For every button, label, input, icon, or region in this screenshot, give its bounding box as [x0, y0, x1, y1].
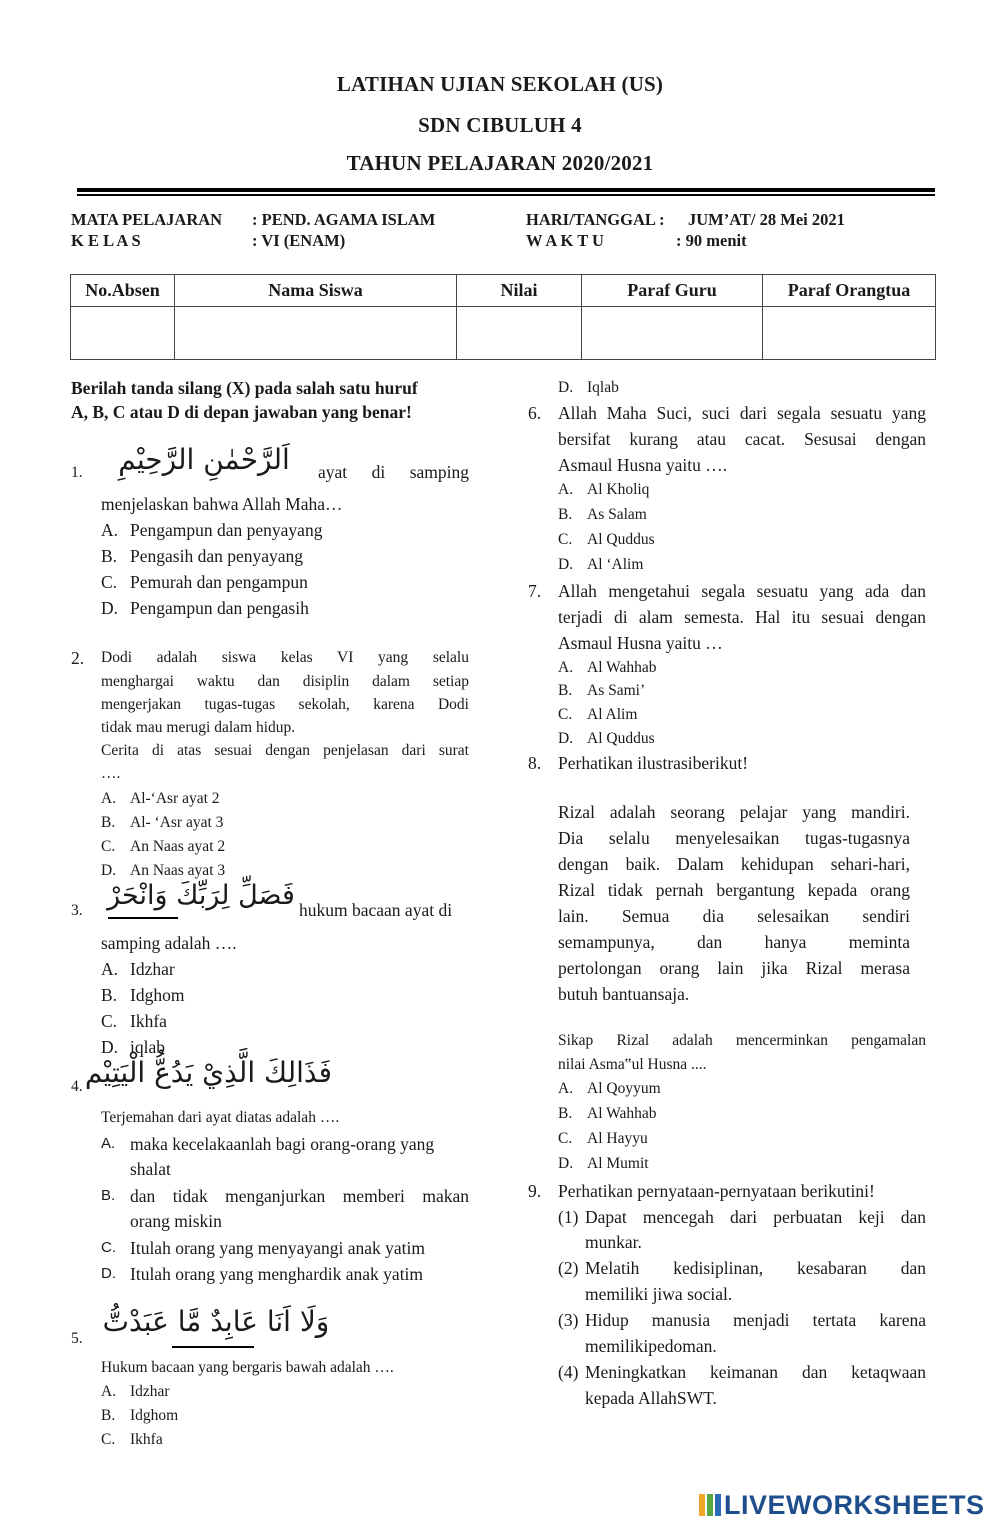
q1-option-b-letter[interactable]: B.	[101, 546, 118, 566]
q8-question-line: nilai Asma‟ul Husna ....	[558, 1056, 707, 1073]
subject-value: : PEND. AGAMA ISLAM	[252, 210, 436, 229]
q5-arabic-verse: وَلَا اَنَا عَابِدٌ مَّا عَبَدْتُّ	[102, 1305, 330, 1338]
school-year: TAHUN PELAJARAN 2020/2021	[346, 151, 654, 175]
q8-story-line: pertolongan orang lain jika Rizal merasa	[558, 958, 910, 978]
cell-paraf-orangtua[interactable]	[763, 307, 936, 360]
q7-option-c[interactable]: Al Alim	[587, 706, 638, 723]
q2-option-b-letter[interactable]: B.	[101, 814, 116, 831]
q2-text-line: ….	[101, 765, 121, 782]
q9-item-1-cont: munkar.	[585, 1232, 642, 1252]
cell-nama-siswa[interactable]	[175, 307, 457, 360]
q5-option-a[interactable]: Idzhar	[130, 1383, 170, 1400]
q2-option-c-letter[interactable]: C.	[101, 838, 116, 855]
q9-number: 9.	[528, 1181, 542, 1201]
q1-option-a-letter[interactable]: A.	[101, 520, 119, 540]
time-label: W A K T U	[526, 231, 604, 250]
q7-option-a[interactable]: Al Wahhab	[587, 659, 657, 676]
q2-text-line: Cerita di atas sesuai dengan penjelasan dari surat	[101, 742, 469, 759]
q8-option-a[interactable]: Al Qoyyum	[587, 1080, 661, 1097]
q6-option-c[interactable]: Al Quddus	[587, 531, 655, 548]
q6-option-b-letter[interactable]: B.	[558, 506, 573, 523]
class-value: : VI (ENAM)	[252, 231, 346, 250]
q8-story-line: lain. Semua dia selesaikan sendiri	[558, 906, 910, 926]
q6-text-line: Asmaul Husna yaitu ….	[558, 455, 728, 475]
q2-option-d[interactable]: An Naas ayat 3	[130, 862, 226, 879]
q7-text-line: terjadi di alam semesta. Hal itu sesuai dengan	[558, 607, 926, 627]
q8-option-b-letter[interactable]: B.	[558, 1105, 573, 1122]
cell-nilai[interactable]	[457, 307, 582, 360]
q5-number: 5.	[71, 1330, 83, 1347]
q9-item-3-number: (3)	[558, 1310, 579, 1330]
school-name: SDN CIBULUH 4	[418, 113, 582, 137]
q3-text-tail: hukum bacaan ayat di	[299, 900, 453, 920]
q4-option-d-letter[interactable]: D.	[101, 1265, 116, 1282]
q8-option-b[interactable]: Al Wahhab	[587, 1105, 657, 1122]
q9-item-4-cont: kepada AllahSWT.	[585, 1388, 717, 1408]
q4-option-c[interactable]: Itulah orang yang menyayangi anak yatim	[130, 1238, 425, 1258]
cell-paraf-guru[interactable]	[582, 307, 763, 360]
header-divider-thin	[77, 194, 935, 196]
q2-option-d-letter[interactable]: D.	[101, 862, 117, 879]
q7-option-a-letter[interactable]: A.	[558, 659, 574, 676]
header-divider-thick	[77, 188, 935, 192]
q6-option-d-letter[interactable]: D.	[558, 556, 574, 573]
q6-text-line: bersifat kurang atau cacat. Sesusai dengan	[558, 429, 926, 449]
q9-item-4: Meningkatkan keimanan dan ketaqwaan	[585, 1362, 926, 1382]
q6-option-a-letter[interactable]: A.	[558, 481, 574, 498]
q5-option-c-letter[interactable]: C.	[101, 1431, 116, 1448]
q6-option-d[interactable]: Al ‘Alim	[587, 556, 644, 573]
q1-option-c-letter[interactable]: C.	[101, 572, 118, 592]
q8-story-line: semampunya, dan hanya meminta	[558, 932, 910, 952]
col-header-paraf-orangtua: Paraf Orangtua	[763, 275, 936, 307]
q4-option-a-letter[interactable]: A.	[101, 1135, 116, 1152]
col-header-no-absen: No.Absen	[71, 275, 175, 307]
class-label: K E L A S	[71, 231, 141, 250]
q5-option-b-letter[interactable]: B.	[101, 1407, 116, 1424]
q1-option-d[interactable]: Pengampun dan pengasih	[130, 598, 309, 618]
q6-number: 6.	[528, 403, 542, 423]
q8-story-line: Rizal adalah seorang pelajar yang mandiri.	[558, 802, 910, 822]
q8-number: 8.	[528, 753, 542, 773]
q3-option-b[interactable]: Idghom	[130, 985, 185, 1005]
q4-option-b-cont[interactable]: orang miskin	[130, 1211, 222, 1231]
date-value: JUM’AT/ 28 Mei 2021	[688, 210, 845, 229]
q1-option-a[interactable]: Pengampun dan penyayang	[130, 520, 323, 540]
q2-option-c[interactable]: An Naas ayat 2	[130, 838, 226, 855]
q8-option-a-letter[interactable]: A.	[558, 1080, 574, 1097]
q4-option-a-cont[interactable]: shalat	[130, 1159, 171, 1179]
q9-item-4-number: (4)	[558, 1362, 579, 1382]
q1-text-line2: menjelaskan bahwa Allah Maha…	[101, 494, 343, 514]
q3-option-d[interactable]: iqlab	[130, 1037, 165, 1057]
q6-option-c-letter[interactable]: C.	[558, 531, 573, 548]
q8-option-d[interactable]: Al Mumit	[587, 1155, 649, 1172]
q8-story-line: butuh bantuansaja.	[558, 984, 690, 1004]
q2-number: 2.	[71, 648, 85, 668]
liveworksheets-logo-icon	[698, 1493, 722, 1517]
q8-story-line: Dia selalu menyelesaikan tugas-tugasnya	[558, 828, 910, 848]
q7-option-b[interactable]: As Sami’	[587, 682, 646, 699]
q5-text-line2: Hukum bacaan yang bergaris bawah adalah ….	[101, 1359, 394, 1376]
col-header-nilai: Nilai	[457, 275, 582, 307]
q6-option-a[interactable]: Al Kholiq	[587, 481, 650, 498]
q9-item-2-cont: memiliki jiwa social.	[585, 1284, 733, 1304]
q4-option-b[interactable]: dan tidak menganjurkan memberi makan	[130, 1186, 469, 1206]
q5-option-b[interactable]: Idghom	[130, 1407, 179, 1424]
q3-option-b-letter[interactable]: B.	[101, 985, 118, 1005]
q1-option-b[interactable]: Pengasih dan penyayang	[130, 546, 304, 566]
q5-option-a-letter[interactable]: A.	[101, 1383, 117, 1400]
instruction-line-1: Berilah tanda silang (X) pada salah satu huruf	[71, 378, 418, 398]
q8-intro: Perhatikan ilustrasiberikut!	[558, 753, 749, 773]
subject-label: MATA PELAJARAN	[71, 210, 223, 229]
col-header-nama-siswa: Nama Siswa	[175, 275, 457, 307]
q4-arabic-verse: فَذَالِكَ الَّذِيْ يَدُعُّ الْيَتِيْم	[84, 1056, 332, 1089]
q9-item-3: Hidup manusia menjadi tertata karena	[585, 1310, 926, 1330]
q2-text-line: menghargai waktu dan disiplin dalam setiap	[101, 673, 469, 690]
q5-option-d-letter[interactable]: D.	[558, 379, 574, 396]
q3-option-d-letter[interactable]: D.	[101, 1037, 119, 1057]
q1-number: 1.	[71, 464, 83, 481]
q4-number: 4.	[71, 1078, 83, 1095]
date-label: HARI/TANGGAL :	[526, 210, 665, 229]
q9-item-2-number: (2)	[558, 1258, 579, 1278]
q2-option-a[interactable]: Al-‘Asr ayat 2	[130, 790, 220, 807]
q7-option-c-letter[interactable]: C.	[558, 706, 573, 723]
q2-option-b[interactable]: Al- ‘Asr ayat 3	[130, 814, 224, 831]
q6-text-line: Allah Maha Suci, suci dari segala sesuatu yang	[558, 403, 926, 423]
q8-option-c[interactable]: Al Hayyu	[587, 1130, 648, 1147]
q8-option-c-letter[interactable]: C.	[558, 1130, 573, 1147]
q2-option-a-letter[interactable]: A.	[101, 790, 117, 807]
q3-option-a-letter[interactable]: A.	[101, 959, 119, 979]
q8-story-line: Rizal tidak pernah bergantung kepada orang	[558, 880, 910, 900]
q8-option-d-letter[interactable]: D.	[558, 1155, 574, 1172]
col-header-paraf-guru: Paraf Guru	[582, 275, 763, 307]
q7-option-d[interactable]: Al Quddus	[587, 730, 655, 747]
q8-question-line: Sikap Rizal adalah mencerminkan pengamalan	[558, 1032, 926, 1049]
q4-option-a[interactable]: maka kecelakaanlah bagi orang-orang yang	[130, 1134, 435, 1154]
q9-item-1: Dapat mencegah dari perbuatan keji dan	[585, 1207, 926, 1227]
q7-option-d-letter[interactable]: D.	[558, 730, 574, 747]
q4-text-line2: Terjemahan dari ayat diatas adalah ….	[101, 1109, 340, 1126]
q8-story-line: dengan baik. Dalam kehidupan sehari-hari,	[558, 854, 910, 874]
q3-number: 3.	[71, 902, 83, 919]
q9-item-2: Melatih kedisiplinan, kesabaran dan	[585, 1258, 926, 1278]
q1-arabic-verse: اَلرَّحْمٰنِ الرَّحِيْمِ	[118, 443, 290, 476]
q9-item-3-cont: memilikipedoman.	[585, 1336, 717, 1356]
q3-arabic-underline	[108, 917, 178, 919]
q7-text-line: Asmaul Husna yaitu …	[558, 633, 723, 653]
time-value: : 90 menit	[676, 231, 747, 250]
student-info-table	[70, 274, 936, 360]
q3-option-c-letter[interactable]: C.	[101, 1011, 118, 1031]
q5-option-d[interactable]: Iqlab	[587, 379, 619, 396]
q1-option-c[interactable]: Pemurah dan pengampun	[130, 572, 308, 592]
q6-option-b[interactable]: As Salam	[587, 506, 647, 523]
q2-text-line: Dodi adalah siswa kelas VI yang selalu	[101, 649, 469, 666]
q5-arabic-underline	[172, 1346, 254, 1348]
q2-text-line: mengerjakan tugas-tugas sekolah, karena Dodi	[101, 696, 469, 713]
q7-text-line: Allah mengetahui segala sesuatu yang ada dan	[558, 581, 926, 601]
q4-option-d[interactable]: Itulah orang yang menghardik anak yatim	[130, 1264, 424, 1284]
q4-option-c-letter[interactable]: C.	[101, 1239, 116, 1256]
q9-intro: Perhatikan pernyataan-pernyataan berikutini!	[558, 1181, 875, 1201]
q3-arabic-verse: فَصَلِّ لِرَبِّكَ وَانْحَرْ	[107, 880, 295, 911]
q3-option-c[interactable]: Ikhfa	[130, 1011, 167, 1031]
liveworksheets-logo[interactable]	[698, 1490, 985, 1521]
page-title: LATIHAN UJIAN SEKOLAH (US)	[336, 72, 664, 96]
q5-option-c[interactable]: Ikhfa	[130, 1431, 163, 1448]
q7-number: 7.	[528, 581, 542, 601]
q4-option-b-letter[interactable]: B.	[101, 1187, 116, 1204]
instruction-line-2: A, B, C atau D di depan jawaban yang benar!	[71, 402, 412, 422]
q7-option-b-letter[interactable]: B.	[558, 682, 573, 699]
q1-option-d-letter[interactable]: D.	[101, 598, 119, 618]
q3-text-line2: samping adalah ….	[101, 933, 237, 953]
q9-item-1-number: (1)	[558, 1207, 579, 1227]
liveworksheets-logo-text: LIVEWORKSHEETS	[724, 1490, 985, 1520]
q3-option-a[interactable]: Idzhar	[130, 959, 175, 979]
q2-text-line: tidak mau merugi dalam hidup.	[101, 719, 296, 736]
cell-no-absen[interactable]	[71, 307, 175, 360]
q1-text-tail: ayat di samping	[318, 462, 469, 482]
